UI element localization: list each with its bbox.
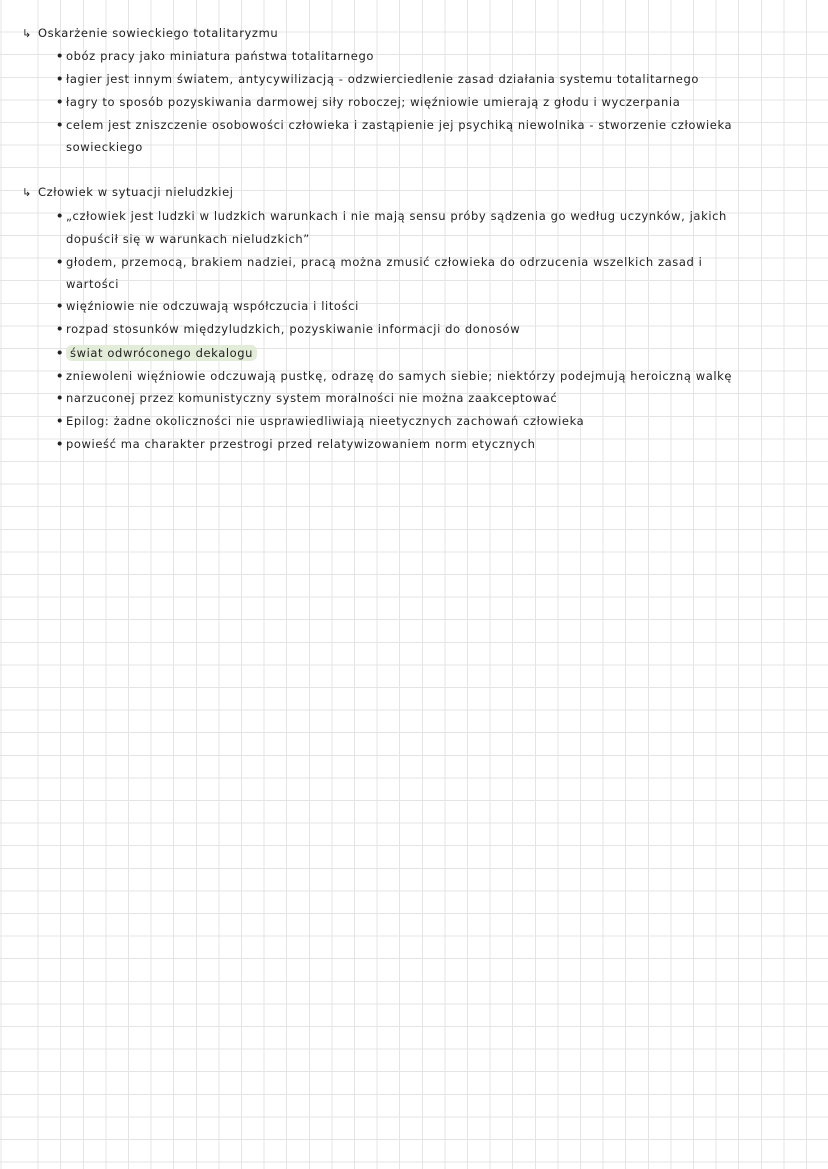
item-text: więźniowie nie odczuwają współczucia i litości bbox=[66, 299, 359, 313]
heading-text: Oskarżenie sowieckiego totalitaryzmu bbox=[38, 26, 279, 40]
list-item bbox=[56, 368, 732, 384]
bullet-icon: • bbox=[56, 118, 64, 132]
bullet-icon: • bbox=[56, 209, 64, 223]
list-item bbox=[56, 345, 257, 361]
list-item bbox=[56, 390, 557, 406]
list-item bbox=[56, 254, 702, 270]
item-text: obóz pracy jako miniatura państwa totalitarnego bbox=[66, 49, 374, 63]
heading-text: Człowiek w sytuacji nieludzkiej bbox=[38, 185, 234, 199]
item-continuation: sowieckiego bbox=[66, 140, 143, 154]
bullet-icon: • bbox=[56, 369, 64, 383]
item-continuation: dopuścił się w warunkach nieludzkich” bbox=[66, 232, 310, 246]
bullet-icon: • bbox=[56, 299, 64, 313]
bullet-icon: • bbox=[56, 72, 64, 86]
item-text: Epilog: żadne okoliczności nie usprawiedliwiają nieetycznych zachowań człowieka bbox=[66, 414, 585, 428]
list-item bbox=[56, 298, 359, 314]
heading bbox=[22, 184, 234, 201]
arrow-right-icon: ↳ bbox=[22, 27, 32, 40]
bullet-icon: • bbox=[56, 437, 64, 451]
list-item bbox=[56, 94, 680, 110]
item-text: celem jest zniszczenie osobowości człowieka i zastąpienie jej psychiką niewolnika - stworzenie człowieka bbox=[66, 118, 733, 132]
list-item bbox=[56, 208, 727, 224]
item-text: narzuconej przez komunistyczny system moralności nie można zaakceptować bbox=[66, 391, 558, 405]
arrow-right-icon: ↳ bbox=[22, 186, 32, 199]
bullet-icon: • bbox=[56, 322, 64, 336]
item-text: łagry to sposób pozyskiwania darmowej siły roboczej; więźniowie umierają z głodu i wyczerpania bbox=[66, 95, 681, 109]
highlighted-text: świat odwróconego dekalogu bbox=[66, 345, 257, 361]
bullet-icon: • bbox=[56, 414, 64, 428]
list-item bbox=[56, 436, 536, 452]
list-item bbox=[56, 321, 520, 337]
list-item bbox=[56, 71, 699, 87]
bullet-icon: • bbox=[56, 255, 64, 269]
item-text: rozpad stosunków międzyludzkich, pozyskiwanie informacji do donosów bbox=[66, 322, 521, 336]
item-text: zniewoleni więźniowie odczuwają pustkę, odrazę do samych siebie; niektórzy podejmują heroiczną walkę bbox=[66, 369, 733, 383]
item-text: powieść ma charakter przestrogi przed relatywizowaniem norm etycznych bbox=[66, 437, 536, 451]
list-item bbox=[56, 413, 584, 429]
bullet-icon: • bbox=[56, 49, 64, 63]
bullet-icon: • bbox=[56, 346, 64, 360]
list-item bbox=[56, 48, 374, 64]
bullet-icon: • bbox=[56, 95, 64, 109]
item-continuation: wartości bbox=[66, 277, 120, 291]
heading bbox=[22, 25, 278, 42]
bullet-icon: • bbox=[56, 391, 64, 405]
item-text: „człowiek jest ludzki w ludzkich warunkach i nie mają sensu próby sądzenia go według uczynków, jakich bbox=[66, 209, 727, 223]
list-item bbox=[56, 117, 732, 133]
item-text: głodem, przemocą, brakiem nadziei, pracą można zmusić człowieka do odrzucenia wszelkich zasad i bbox=[66, 255, 703, 269]
item-text: łagier jest innym światem, antycywilizacją - odzwierciedlenie zasad działania systemu totalitarnego bbox=[66, 72, 699, 86]
